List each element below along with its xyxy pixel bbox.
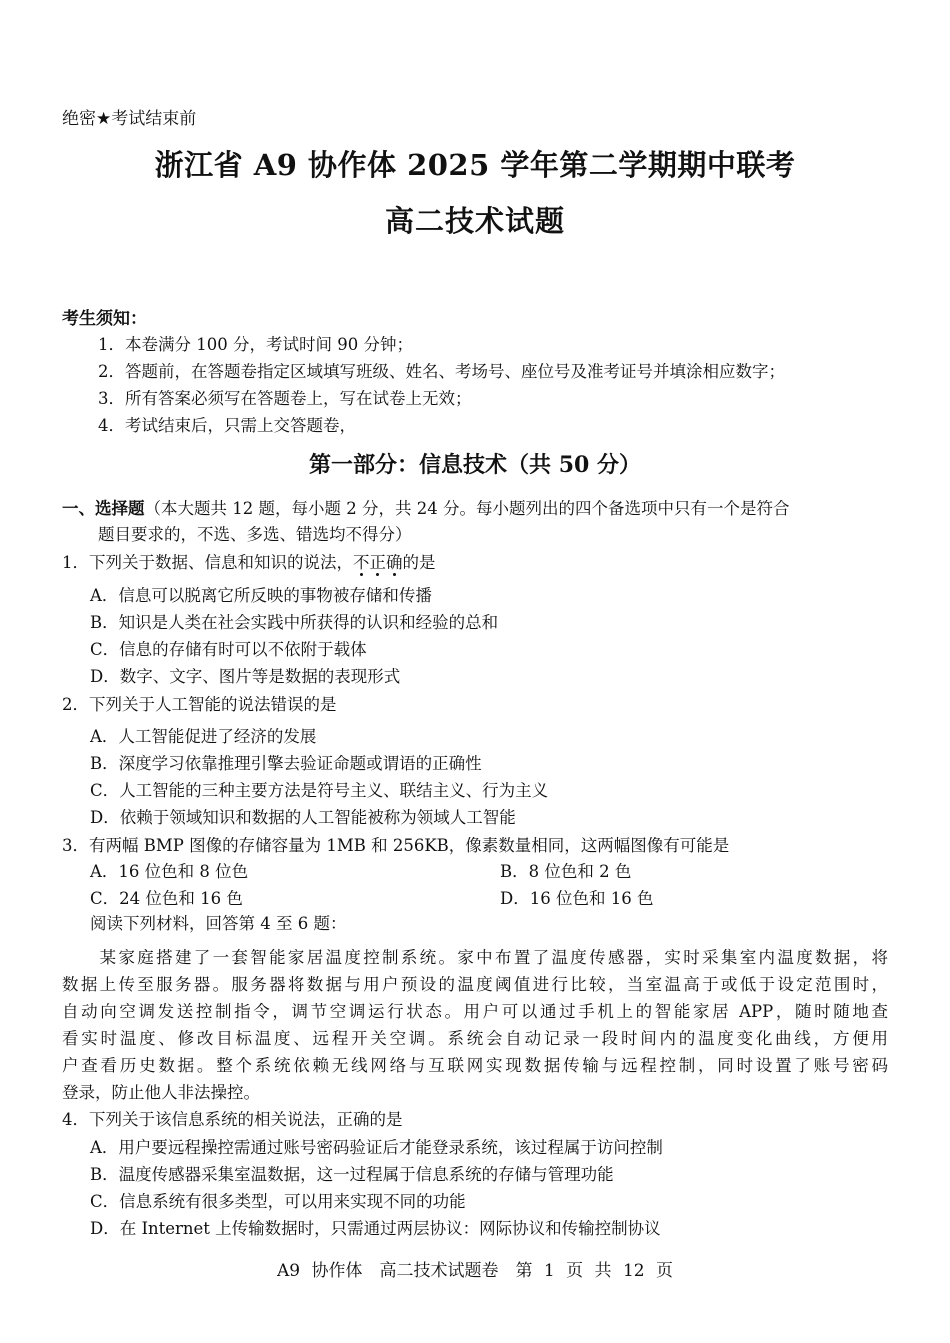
emphasis-char: 不 [353,553,370,572]
material-line: 看实时温度、修改目标温度、远程开关空调。系统会自动记录一段时间内的温度变化曲线，方便用 [62,1029,888,1048]
q4-option-b: B．温度传感器采集室温数据，这一过程属于信息系统的存储与管理功能 [90,1165,614,1184]
question-4-stem: 4．下列关于该信息系统的相关说法，正确的是 [62,1110,403,1129]
notice-item: 4．考试结束后，只需上交答题卷， [98,416,356,435]
q3-option-b: B．8 位色和 2 色 [500,862,632,881]
q4-option-d: D．在 Internet 上传输数据时，只需通过两层协议：网际协议和传输控制协议 [90,1219,661,1238]
q2-option-c: C．人工智能的三种主要方法是符号主义、联结主义、行为主义 [90,781,549,800]
material-line: 户查看历史数据。整个系统依赖无线网络与互联网实现数据传输与远程控制，同时设置了账号密码 [62,1056,888,1075]
q1-stem-before: 1．下列关于数据、信息和知识的说法， [62,553,353,572]
q4-option-a: A．用户要远程操控需通过账号密码验证后才能登录系统，该过程属于访问控制 [90,1138,663,1157]
material-line: 某家庭搭建了一套智能家居温度控制系统。家中布置了温度传感器，实时采集室内温度数据，将 [62,948,888,967]
q2-option-d: D．依赖于领域知识和数据的人工智能被称为领域人工智能 [90,808,516,827]
q2-option-a: A．人工智能促进了经济的发展 [90,727,317,746]
exam-subtitle: 高二技术试题 [384,204,565,238]
notice-item: 1．本卷满分 100 分，考试时间 90 分钟； [98,335,413,354]
emphasis-char: 正 [369,553,386,572]
section-desc: （本大题共 12 题，每小题 2 分，共 24 分。每小题列出的四个备选项中只有一个是符合 [144,499,790,518]
exam-title: 浙江省 A9 协作体 2025 学年第二学期期中联考 [154,148,796,182]
q1-option-b: B．知识是人类在社会实践中所获得的认识和经验的总和 [90,613,499,632]
section-title [62,495,789,519]
material-line: 数据上传至服务器。服务器将数据与用户预设的温度阈值进行比较，当室温高于或低于设定范围时， [62,975,888,994]
notice-item: 2．答题前，在答题卷指定区域填写班级、姓名、考场号、座位号及准考证号并填涂相应数字； [98,362,785,381]
q1-stem-after: 的是 [402,553,436,572]
material-line: 登录，防止他人非法操控。 [62,1083,260,1102]
q1-option-a: A．信息可以脱离它所反映的事物被存储和传播 [90,586,432,605]
question-1-stem [62,549,436,573]
q3-option-a: A．16 位色和 8 位色 [90,862,249,881]
part-title: 第一部分：信息技术（共 50 分） [309,452,641,478]
question-2-stem: 2．下列关于人工智能的说法错误的是 [62,695,337,714]
q1-option-c: C．信息的存储有时可以不依附于载体 [90,640,367,659]
q3-option-c: C．24 位色和 16 色 [90,889,243,908]
secret-label: 绝密★考试结束前 [62,109,197,129]
q2-option-b: B．深度学习依靠推理引擎去验证命题或谓语的正确性 [90,754,482,773]
q3-option-d: D．16 位色和 16 色 [500,889,654,908]
q1-option-d: D．数字、文字、图片等是数据的表现形式 [90,667,401,686]
page-footer: A9 协作体 高二技术试题卷 第 1 页 共 12 页 [277,1261,673,1281]
question-3-stem: 3．有两幅 BMP 图像的存储容量为 1MB 和 256KB，像素数量相同，这两幅图像有可能是 [62,836,730,855]
notice-item: 3．所有答案必须写在答题卷上，写在试卷上无效； [98,389,472,408]
emphasis-char: 确 [386,553,403,572]
section-label: 一、选择题 [62,499,145,518]
material-line: 自动向空调发送控制指令，调节空调运行状态。用户可以通过手机上的智能家居 APP，随时随地查 [62,1002,888,1021]
material-intro: 阅读下列材料，回答第 4 至 6 题： [90,914,347,933]
q4-option-c: C．信息系统有很多类型，可以用来实现不同的功能 [90,1192,466,1211]
notice-heading: 考生须知： [62,309,147,329]
section-desc-cont: 题目要求的，不选、多选、错选均不得分） [98,525,412,544]
